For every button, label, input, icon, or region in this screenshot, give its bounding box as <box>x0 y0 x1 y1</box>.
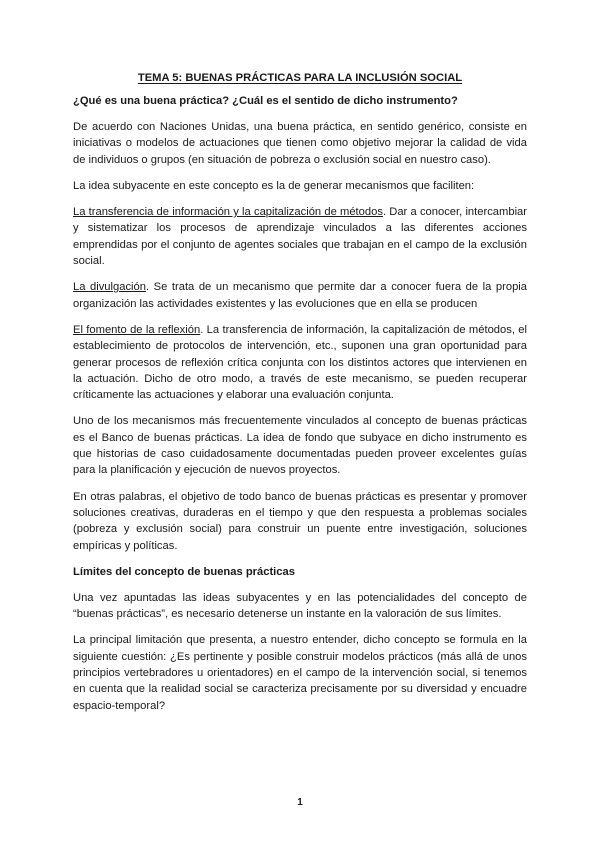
divulgation-text: . Se trata de un mecanismo que permite dar a conocer fuera de la propia organización las actividades existentes y las evoluciones que en ella se producen <box>73 281 527 310</box>
paragraph-main-limitation: La principal limitación que presenta, a nuestro entender, dicho concepto se formula en la siguiente cuestión: ¿Es pertinente y posible construir modelos prácticos (más allá de unos principios vertebradores u orientadores) en el campo de la intervención social, si tenemos en cuenta que la realidad social se caracteriza precisamente por su diversidad y encuadre espacio-temporal? <box>73 634 527 712</box>
paragraph-underlying-idea: La idea subyacente en este concepto es la de generar mecanismos que faciliten: <box>73 179 475 192</box>
paragraph-definition: De acuerdo con Naciones Unidas, una buena práctica, en sentido genérico, consiste en iniciativas o modelos de actuaciones que tienen como objetivo mejorar la calidad de vida de individuos o grupos (en situación de pobreza o exclusión social en nuestro caso). <box>73 121 527 166</box>
page-number: 1 <box>297 797 303 808</box>
reflection-label: El fomento de la reflexión <box>73 323 201 336</box>
paragraph-objective: En otras palabras, el objetivo de todo banco de buenas prácticas es presentar y promover soluciones creativas, duraderas en el tiempo y que den respuesta a problemas sociales (pobreza y exclusión social) para construir un puente entre investigación, soluciones empíricas y políticas. <box>73 490 527 552</box>
paragraph-bank: Uno de los mecanismos más frecuentemente vinculados al concepto de buenas prácticas es el Banco de buenas prácticas. La idea de fondo que subyace en dicho instrumento es que historias de caso cuidadosamente documentadas pueden proveer excelentes guías para la planificación y ejecución de nuevos proyectos. <box>73 415 527 477</box>
transfer-label: La transferencia de información y la capitalización de métodos <box>73 206 383 219</box>
paragraph-limits-intro: Una vez apuntadas las ideas subyacentes y en las potencialidades del concepto de “buenas prácticas”, es necesario detenerse un instante en la valoración de sus límites. <box>73 591 527 621</box>
reflection-text: . La transferencia de información, la capitalización de métodos, el establecimiento de protocolos de intervención, etc., suponen una gran oportunidad para generar procesos de reflexión crítica conjunta con los distintos actores que intervienen en la actuación. Dicho de otro modo, a través de este mecanismo, se pueden recuperar críticamente las actuaciones y elaborar una evaluación conjunta. <box>73 323 528 402</box>
section-heading-what-is: ¿Qué es una buena práctica? ¿Cuál es el sentido de dicho instrumento? <box>73 95 458 107</box>
document-title: TEMA 5: BUENAS PRÁCTICAS PARA LA INCLUSIÓN SOCIAL <box>137 72 463 84</box>
paragraph-divulgation <box>73 279 527 312</box>
paragraph-reflection <box>73 322 527 403</box>
paragraph-transfer <box>73 204 527 269</box>
document-body <box>73 72 527 724</box>
section-heading-limits: Límites del concepto de buenas prácticas <box>73 565 295 578</box>
transfer-text: . Dar a conocer, intercambiar y sistematizar los procesos de aprendizaje vinculados a las diferentes acciones emprendidas por el conjunto de agentes sociales que trabajan en el campo de la exclusión social. <box>73 206 527 268</box>
divulgation-label: La divulgación <box>73 281 146 294</box>
